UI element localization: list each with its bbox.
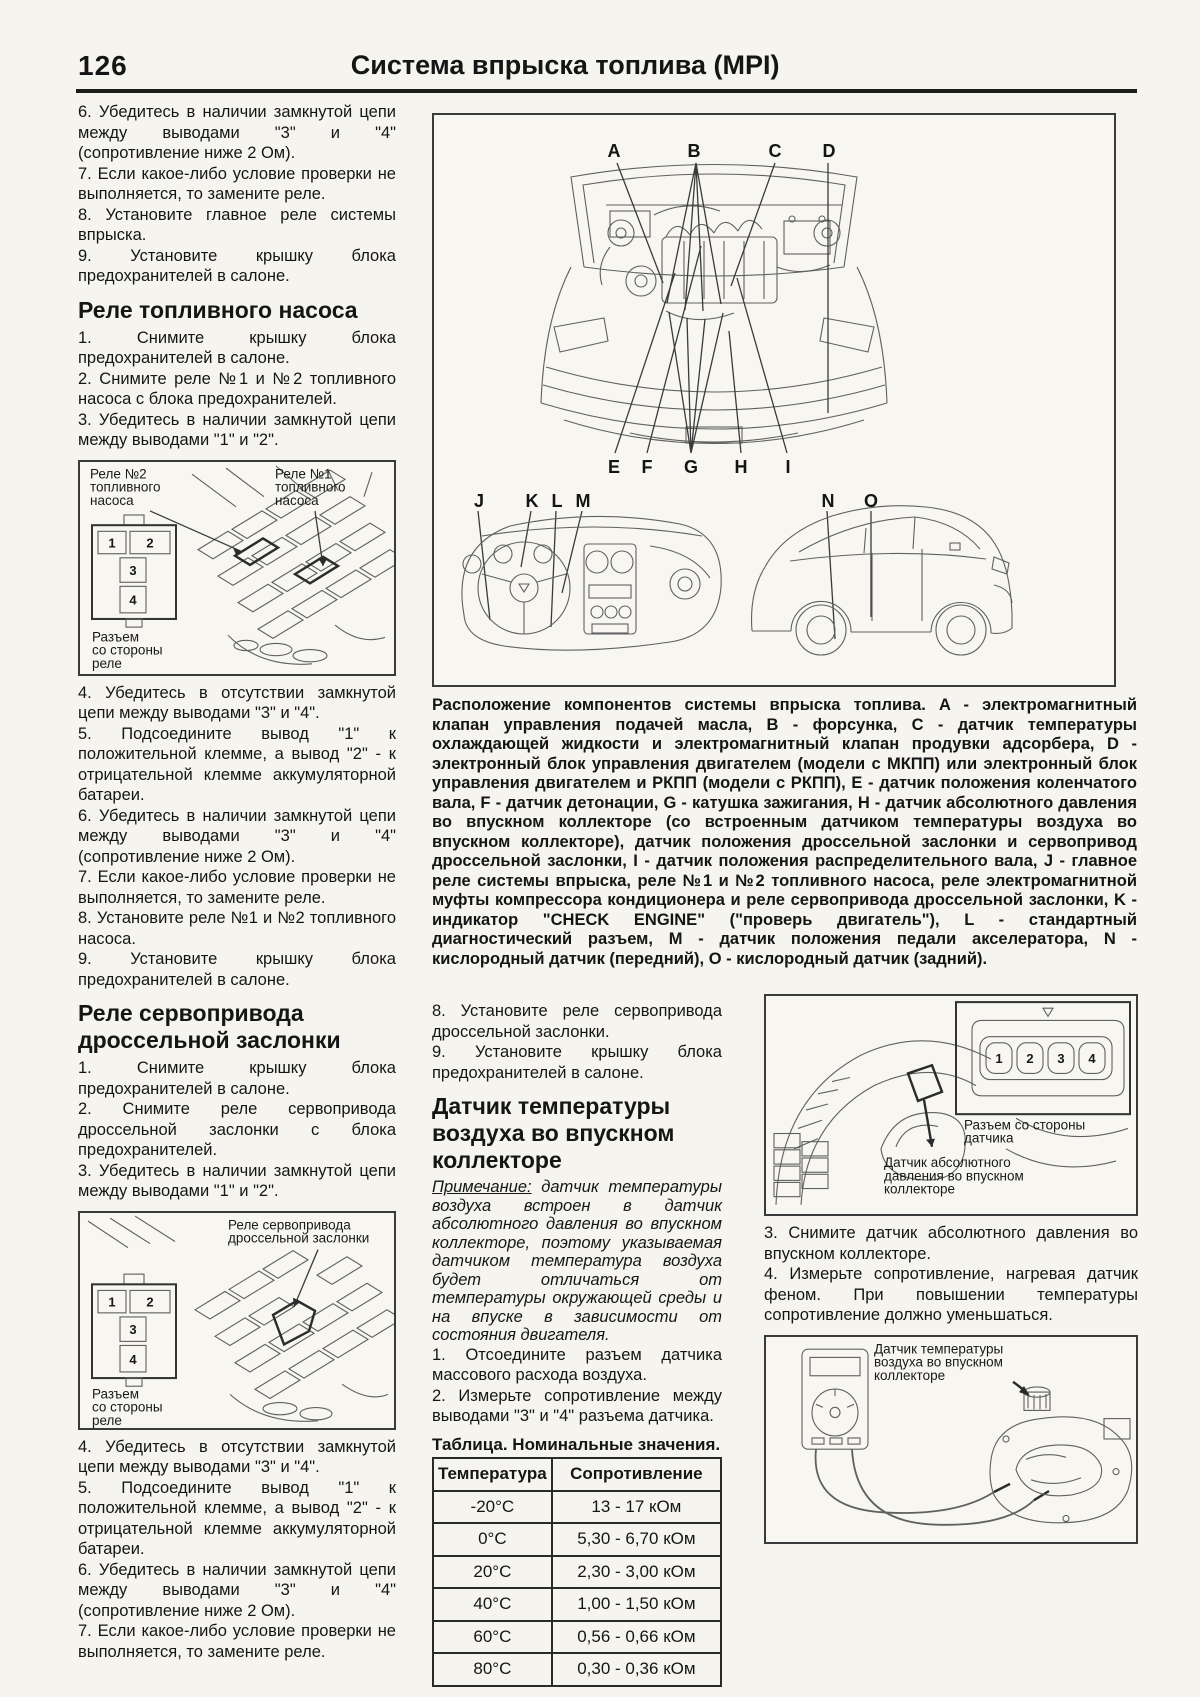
- pin-number: 2: [146, 1294, 154, 1310]
- svg-text:со стороны: со стороны: [92, 1399, 163, 1415]
- instruction-item: 6. Убедитесь в наличии замкнутой цепи между выводами "3" и "4" (сопротивление ниже 2 Ом).: [78, 103, 396, 162]
- table-cell: 40°C: [433, 1588, 552, 1621]
- svg-text:реле: реле: [92, 655, 122, 671]
- table-cell: 60°C: [433, 1621, 552, 1654]
- note-label: Примечание:: [432, 1178, 532, 1196]
- table-header-temperature: Температура: [433, 1458, 552, 1491]
- multimeter: [802, 1349, 868, 1449]
- table-row: [433, 1621, 721, 1654]
- left-column: [78, 102, 396, 1662]
- section-heading-fuel-pump-relay: Реле топливного насоса: [78, 296, 358, 323]
- figure-caption: Расположение компонентов системы впрыска топлива. A - электромагнитный клапан управления подачей масла, B - форсунка, C - датчик температуры охлаждающей жидкости и электромагнитный клапан продувки адсорбера, D - электронный блок управления двигателем (модели с МКПП) или электронный блок управления двигателем и РКПП (модели с РКПП), E - датчик положения коленчатого вала, F - датчик детонации, G - катушка зажигания, H - датчик абсолютного давления во впускном коллекторе (со встроенным датчиком температуры воздуха во впускном коллекторе), датчик положения дроссельной заслонки и сервопривод дроссельной заслонки, I - датчик положения распределительного вала, J - главное реле системы впрыска, реле №1 и №2 топливного насоса, реле электромагнитной муфты компрессора кондиционера и реле сервопривода дроссельной заслонки, K - индикатор "CHECK ENGINE" ("проверь двигатель"), L - стандартный диагностический разъем, M - датчик положения педали акселератора, N - кислородный датчик (передний), O - кислородный датчик (задний).: [432, 696, 1137, 968]
- pin-number: 3: [129, 1321, 137, 1337]
- callout-letter-i: I: [785, 457, 791, 477]
- svg-text:коллекторе: коллекторе: [884, 1181, 956, 1197]
- callout-letter-a: A: [607, 141, 621, 161]
- table-cell: 2,30 - 3,00 кОм: [552, 1556, 721, 1589]
- callout-letter-n: N: [821, 491, 835, 511]
- svg-text:реле: реле: [92, 1412, 122, 1428]
- table-cell: 13 - 17 кОм: [552, 1491, 721, 1524]
- instruction-item: 2. Снимите реле №1 и №2 топливного насоса с блока предохранителей.: [78, 369, 396, 408]
- svg-text:насоса: насоса: [275, 492, 319, 508]
- pin-number: 3: [129, 562, 137, 578]
- relay-connector-pinout: [92, 1274, 176, 1386]
- table-cell: 1,00 - 1,50 кОм: [552, 1588, 721, 1621]
- table-cell: 20°C: [433, 1556, 552, 1589]
- pin-number: 2: [146, 535, 154, 551]
- dashboard-sketch: [462, 516, 721, 650]
- header-rule: [76, 89, 1137, 93]
- middle-column: [432, 1001, 722, 1687]
- callout-letter-h: H: [734, 457, 748, 477]
- callout-letter-j: J: [473, 491, 484, 511]
- engine-bay-front-view: [541, 165, 887, 444]
- table-cell: 0,30 - 0,36 кОм: [552, 1653, 721, 1686]
- svg-text:насоса: насоса: [90, 492, 134, 508]
- page-title: Система впрыска топлива (MPI): [350, 50, 780, 80]
- instruction-item: 1. Снимите крышку блока предохранителей в салоне.: [78, 1059, 396, 1098]
- callout-letter-o: O: [863, 491, 878, 511]
- svg-text:Реле №2: Реле №2: [90, 465, 147, 481]
- svg-text:со стороны: со стороны: [92, 642, 163, 658]
- pin-number: 4: [1088, 1051, 1096, 1067]
- svg-text:Реле №1: Реле №1: [275, 465, 332, 481]
- table-row: [433, 1653, 721, 1686]
- instruction-item: 5. Подсоедините вывод "1" к положительной клемме, а вывод "2" - к отрицательной клемме аккумуляторной батареи.: [78, 1478, 396, 1558]
- pin-number: 1: [995, 1051, 1003, 1067]
- table-cell: 0,56 - 0,66 кОм: [552, 1621, 721, 1654]
- table-title: Таблица. Номинальные значения.: [432, 1434, 721, 1454]
- instruction-item: 3. Убедитесь в наличии замкнутой цепи между выводами "1" и "2".: [78, 410, 396, 449]
- figure-resistance-measurement: [764, 1335, 1138, 1544]
- callout-letter-c: C: [768, 141, 782, 161]
- callout-letter-e: E: [607, 457, 620, 477]
- component-location-sketch: [434, 115, 1114, 685]
- instruction-item: 3. Убедитесь в наличии замкнутой цепи между выводами "1" и "2".: [78, 1161, 396, 1200]
- pin-number: 2: [1026, 1051, 1034, 1067]
- instruction-item: 1. Снимите крышку блока предохранителей в салоне.: [78, 328, 396, 367]
- instruction-item: 5. Подсоедините вывод "1" к положительной клемме, а вывод "2" - к отрицательной клемме аккумуляторной батареи.: [78, 724, 396, 804]
- instruction-item: 9. Установите крышку блока предохранителей в салоне.: [78, 246, 396, 285]
- car-side-view-sketch: [752, 506, 1012, 655]
- callout-letter-l: L: [551, 491, 563, 511]
- figure-throttle-servo-relay: [78, 1211, 396, 1430]
- callout-letter-f: F: [641, 457, 653, 477]
- callout-letter-m: M: [575, 491, 591, 511]
- callout-letter-k: K: [525, 491, 539, 511]
- instruction-item: 9. Установите крышку блока предохранителей в салоне.: [78, 950, 396, 989]
- table-row: [433, 1588, 721, 1621]
- right-column: [764, 994, 1138, 1551]
- svg-text:Реле сервопривода: Реле сервопривода: [228, 1216, 351, 1232]
- sensor-assembly: [990, 1386, 1132, 1522]
- section-heading-throttle-servo-relay: Реле сервопривода дроссельной заслонки: [78, 1000, 341, 1053]
- instruction-item: 7. Если какое-либо условие проверки не выполняется, то замените реле.: [78, 868, 396, 907]
- section-heading-air-temp-sensor: Датчик температуры воздуха во впускном коллекторе: [432, 1093, 675, 1173]
- callout-letter-b: B: [687, 141, 701, 161]
- sensor-highlight: [908, 1065, 942, 1146]
- page-header: [78, 50, 1137, 86]
- table-row: [433, 1491, 721, 1524]
- svg-text:дроссельной заслонки: дроссельной заслонки: [228, 1229, 370, 1246]
- relay-connector-pinout: [92, 515, 176, 627]
- instruction-item: 8. Установите главное реле системы впрыска.: [78, 205, 396, 244]
- callout-letter-d: D: [822, 141, 836, 161]
- fuse-box-sketch: [80, 1213, 394, 1428]
- figure-fuel-pump-relay: [78, 460, 396, 676]
- pin-number: 1: [108, 535, 116, 551]
- note-text: датчик температуры воздуха встроен в датчик абсолютного давления во впускном коллекторе, поэтому указываемая датчиком температура воздуха будет отличаться от температуры окружающей среды и на впуске в зависимости от состояния двигателя.: [432, 1178, 722, 1344]
- pin-number: 3: [1057, 1051, 1065, 1067]
- instruction-item: 4. Убедитесь в отсутствии замкнутой цепи между выводами "3" и "4".: [78, 683, 396, 722]
- fuse-box-sketch: [80, 462, 394, 674]
- page-number: 126: [78, 50, 128, 81]
- table-row: [433, 1523, 721, 1556]
- instruction-item: 8. Установите реле сервопривода дроссельной заслонки.: [432, 1002, 722, 1041]
- svg-text:коллекторе: коллекторе: [874, 1367, 946, 1383]
- table-cell: 5,30 - 6,70 кОм: [552, 1523, 721, 1556]
- table-cell: 80°C: [433, 1653, 552, 1686]
- instruction-item: 1. Отсоедините разъем датчика массового расхода воздуха.: [432, 1345, 722, 1384]
- instruction-item: 6. Убедитесь в наличии замкнутой цепи между выводами "3" и "4" (сопротивление ниже 2 Ом).: [78, 806, 396, 866]
- table-cell: 0°C: [433, 1523, 552, 1556]
- connector-inset: [956, 1002, 1130, 1114]
- pin-number: 4: [129, 592, 137, 608]
- nominal-values-table: [432, 1457, 722, 1687]
- svg-text:топливного: топливного: [275, 478, 346, 495]
- svg-text:датчика: датчика: [964, 1130, 1014, 1146]
- instruction-item: 7. Если какое-либо условие проверки не выполняется, то замените реле.: [78, 164, 396, 203]
- svg-text:Датчик температуры: Датчик температуры: [874, 1340, 1004, 1356]
- svg-text:давления во впускном: давления во впускном: [884, 1168, 1024, 1184]
- table-header-row: [433, 1458, 721, 1491]
- callout-letter-g: G: [683, 457, 698, 477]
- pin-number: 1: [108, 1294, 116, 1310]
- table-header-resistance: Сопротивление: [552, 1458, 721, 1491]
- instruction-item: 9. Установите крышку блока предохранителей в салоне.: [432, 1043, 722, 1082]
- figure-labels: [884, 1117, 1085, 1196]
- table-cell: -20°C: [433, 1491, 552, 1524]
- instruction-item: 4. Убедитесь в отсутствии замкнутой цепи между выводами "3" и "4".: [78, 1437, 396, 1476]
- figure-component-locations: [432, 113, 1116, 687]
- instruction-item: 2. Измерьте сопротивление между выводами "3" и "4" разъема датчика.: [432, 1386, 722, 1425]
- svg-text:Разъем со стороны: Разъем со стороны: [964, 1117, 1086, 1133]
- svg-text:Разъем: Разъем: [92, 628, 140, 644]
- figure-labels: [874, 1341, 1003, 1383]
- instruction-item: 7. Если какое-либо условие проверки не выполняется, то замените реле.: [78, 1622, 396, 1661]
- svg-text:Датчик абсолютного: Датчик абсолютного: [884, 1155, 1011, 1171]
- svg-text:Разъем: Разъем: [92, 1385, 139, 1401]
- instruction-item: 4. Измерьте сопротивление, нагревая датчик феном. При повышении температуры сопротивление должно уменьшаться.: [764, 1265, 1138, 1324]
- pin-number: 4: [129, 1351, 137, 1367]
- multimeter-measurement-sketch: [766, 1337, 1136, 1542]
- svg-text:воздуха во впускном: воздуха во впускном: [874, 1353, 1003, 1370]
- map-sensor-sketch: [766, 996, 1136, 1214]
- figure-map-sensor: [764, 994, 1138, 1216]
- instruction-item: 8. Установите реле №1 и №2 топливного насоса.: [78, 909, 396, 948]
- instruction-item: 3. Снимите датчик абсолютного давления во впускном коллекторе.: [764, 1224, 1138, 1263]
- instruction-item: 6. Убедитесь в наличии замкнутой цепи между выводами "3" и "4" (сопротивление ниже 2 Ом).: [78, 1560, 396, 1620]
- instruction-item: 2. Снимите реле сервопривода дроссельной заслонки с блока предохранителей.: [78, 1100, 396, 1159]
- note-paragraph: [432, 1178, 722, 1345]
- callout-leader-lines: [478, 163, 871, 639]
- figure-labels: [90, 466, 346, 671]
- svg-text:топливного: топливного: [90, 478, 161, 495]
- table-row: [433, 1556, 721, 1589]
